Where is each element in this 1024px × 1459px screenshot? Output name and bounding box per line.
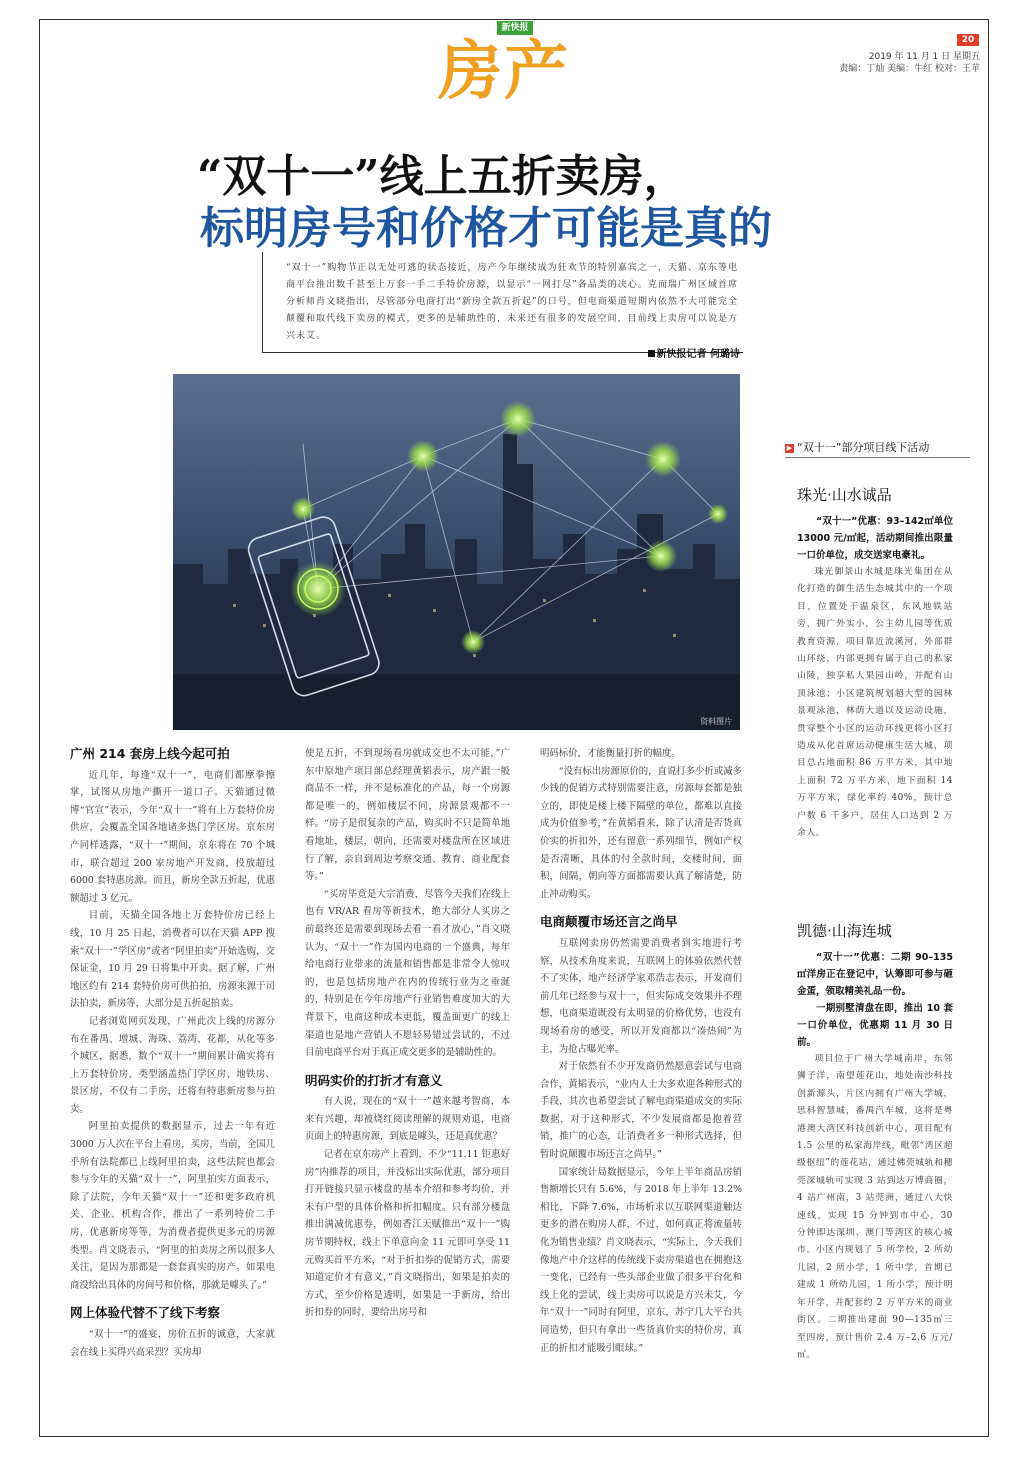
col1-paragraph-2: 目前，天猫全国各地上万套特价房已经上线，10 月 25 日起，消费者可以在天猫 APP 搜索“双十一”学区房”或者“阿里拍卖”开始选购，交保证金，10 月 29 日将集中开卖。据了解，广州地区约有 214 套特价房可供拍拍，房源来源于司法拍卖，新房等，大部分是五折起拍卖。 [70, 910, 275, 1010]
project-kaide-offer-text-1: “双十一”优惠：二期 90–135㎡洋房正在登记中，认筹即可参与砸金蛋，领取精美礼品一份。 [797, 952, 953, 997]
byline-text: 新快报记者 何璐诗 [656, 349, 740, 360]
project-kaide-offer-text-2: 一期别墅清盘在即，推出 10 套一口价单位，优惠期 11 月 30 日前。 [797, 1003, 953, 1048]
col2-paragraph-3: 有人说，现在的“双十一”越来越考智商，本来有兴趣，却被烧红阅读理解的规则劝退，电商页面上的特惠房源，到底是噱头，还是真优惠？ [305, 1096, 510, 1143]
col3-paragraph-4: 对于依然有不少开发商仍然愿意尝试与电商合作，黄韬表示，“业内人士大多欢迎各种形式的手段，其次也希望尝试了解电商渠道成交的实际数据，对于这种形式，不少发展商都是抱着营销，推广的心态，让消费者多一种形式选择，但暂时说颠覆市场还言之尚早。” [540, 1061, 742, 1161]
page-number: 20 [957, 34, 979, 46]
project-zhuguang-name: 珠光·山水诚品 [797, 486, 892, 504]
col3-paragraph-3: 互联网卖房仍然需要消费者到实地进行考察，从技术角度来说，互联网上的体验依然代替不了实体，地产经济学家邓浩志表示，开发商们前几年已经参与双十一，但实际成交效果并不理想，电商渠道既没有太明显的价格优势，也没有现场看房的感受，所以开发商都以“凑热闹”为主，为抢占曝光率。 [540, 937, 742, 1055]
photo-credit: 资料图片 [700, 717, 732, 726]
arrow-right-icon: ▶ [786, 443, 793, 452]
byline-marker-icon [648, 350, 655, 357]
col1-paragraph-3: 记者浏览网页发现，广州此次上线的房源分布在番禺、增城、海珠、荔湾、花都，从化等多个城区，据悉，数个“双十一”期间累计确实将有上万套特价房，类型涵盖热门学区房、地铁房、景区房，不仅有二手房，还将有特惠新房参与拍卖。 [70, 1015, 275, 1115]
subhead-transparent-price: 明码实价的打折才有意义 [305, 1072, 443, 1088]
project-kaide-body-text: 项目位于广州大学城南岸，东邻狮子洋，南望莲花山，地处南沙科技创新源头，片区内拥有广州大学城，思科智慧城，番禺汽车城，这将是粤港澳大湾区科技创新中心，项目配有 1.5 公里的私家海岸线，毗邻“湾区超级枢纽”的莲花站，通过佛莞城轨和穗莞深城轨可实现 3 站到达万博商圈，4 站广州南，3 站莞洲，通过八大快速线，实现 15 分钟到市中心，30 分钟即达深圳、澳门等湾区的核心城市。小区内规划了 5 所学校，2 所幼儿园，2 所小学，1 所中学，首期已建成 1 所幼儿园，1 所小学，预计明年开学，并配套约 2 万平方米的商业街区。二期推出建面 90—135㎡三至四房，预计售价 2.4 万–2.6 万元/㎡。 [797, 1054, 953, 1360]
project-kaide [797, 920, 953, 1364]
city-network-photo [173, 374, 740, 730]
project-zhuguang-offer [797, 513, 953, 564]
project-zhuguang-body-text: 珠光御景山水城是珠光集团在从化打造的御生活生态城其中的一个项目，位置处于温泉区，东风地铁站旁，拥广外实小，公主幼儿园等优质教育资源，项目靠近流溪河，外部群山环绕，内部更拥有属于自己的私家山陵，独享私人果园山岭，并配有山顶泳池；小区建筑规划超大型的园林景观泳池，林荫大道以及运动设施，贯穿整个小区的运动环线更将小区打造成从化首席运动健康生活大城，项目总占地面积 86 万平方米，其中地上面积 72 万平方米，地下面积 14 万平方米，绿化率约 40%，预计总户数 6 千多户，居住人口达到 2 万余人。 [797, 567, 953, 839]
lead-paragraph: “双十一”购物节正以无处可逃的状态接近，房产今年继续成为狂欢节的特别嘉宾之一，天猫、京东等电商平台推出数千甚至上万套一手二手特价房源，以显示“一网打尽”各品类的决心。克而瑞广州区域首席分析师肖文晓指出，尽管部分电商打出“新房全款五折起”的口号，但电商渠道短期内依然不大可能完全颠覆和取代线下卖房的模式，更多的是辅助性的，未来还有很多的发展空间，目前线上卖房可以说是方兴未艾。 [286, 263, 738, 341]
project-kaide-name: 凯德·山海连城 [797, 922, 892, 940]
subhead-guangzhou-214: 广州 214 套房上线今起可拍 [70, 746, 230, 761]
sidebar-title [785, 439, 965, 455]
col3-paragraph-1: 明码标价，才能衡量打折的幅度。 [540, 748, 681, 759]
project-kaide-body [797, 1051, 953, 1364]
sidebar-divider [785, 457, 970, 458]
col1-paragraph-5: “双十一”的盛宴，房价五折的诚意，大家就会在线上买得兴高采烈？买房却 [70, 1329, 275, 1358]
col2-paragraph-1: 使是五折，不到现场看房就成交也不太可能，”广东中原地产项目部总经理黄韬表示，房产跟一般商品不一样，并不是标准化的产品，每一个房源都是唯一的，例如楼层不同，房源景观都不一样。“房子是很复杂的产品，购买时不只是简单地看地址，楼层，朝向，还需要对楼盘所在区域进行了解，亲自到周边考察交通、教育、商业配套等。” [305, 748, 510, 883]
project-kaide-offer [797, 949, 953, 1051]
editors-line: 责编：丁灿 美编：牛红 校对：王苹 [839, 64, 980, 74]
headline-line1: “双十一”线上五折卖房， [197, 151, 688, 202]
project-zhuguang [797, 484, 953, 843]
article-column-3 [540, 745, 742, 1357]
paper-logo-tag: 新快报 [497, 21, 533, 35]
project-zhuguang-body [797, 564, 953, 843]
city-photo-illustration [173, 374, 740, 730]
subhead-offline-inspection: 网上体验代替不了线下考察 [70, 1305, 221, 1321]
article-column-1 [70, 745, 275, 1361]
col2-paragraph-2: “买房毕竟是大宗消费，尽管今天我们在线上也有 VR/AR 看房等新技术，绝大部分人买房之前最终还是需要到现场去看一看才放心，”肖文晓认为，“双十一”作为国内电商的一个盛典，每年给电商行业带来的流量和销售都是非常令人惊叹的，也是包括房地产在内的传统行业为之垂涎的，特别是在今年房地产行业销售难度加大的大背景下，电商这种成本更低，覆盖面更广的线上渠道也是地产营销人不愿轻易错过尝试的，不过目前电商平台对于真正成交更多的是辅助性的。 [305, 888, 510, 1059]
headline-line2: 标明房号和价格才可能是真的 [200, 203, 772, 254]
subhead-too-early: 电商颠覆市场还言之尚早 [540, 914, 678, 930]
col2-paragraph-4: 记者在京东房产上看到，不少“11.11 钜惠好房”内推荐的项目，并没标出实际优惠，部分项目打开链接只显示楼盘的基本介绍和参考均价，并未有户型的具体价格和折扣幅度。只有部分楼盘推出满减优惠券，例如香江天赋推出“双十一”购房节期特权，线上下单意向金 11 元即可享受 11 元购买首平方米，“对于折扣券的促销方式，需要知道定价才有意义，”肖文晓指出，如果是拍卖的方式，至少价格是透明，如果是一手新房，给出折扣券的同时，要给出房号和 [305, 1149, 510, 1319]
col1-paragraph-1: 近几年，每逢“双十一”，电商们都摩拳擦掌，试图从房地产撕开一道口子。天猫通过微博“官宣”表示，今年“双十一”将有上万套特价房供应，会覆盖全国各地诸多热门学区房。京东房产同样透露，“双十一”期间，京东将在 70 个城市，联合超过 200 家房地产开发商，投放超过 6000 套特惠房源。而且，新房全款五折起，优惠额超过 3 亿元。 [70, 769, 275, 904]
issue-date: 2019 年 11 月 1 日 星期五 [868, 52, 980, 62]
sidebar-title-text: “双十一”部分项目线下活动 [797, 441, 930, 454]
col1-paragraph-4: 阿里拍卖提供的数据显示，过去一年有近 3000 万人次在平台上看房，买房，当前，全国几乎所有法院都已上线阿里拍卖，这些法院也都会参与今年的天猫“双十一”，阿里拍实方面表示，除了法院，今年天猫“双十一”还和更多政府机关、企业、机构合作，推出了一系列特价二手房，优惠新房等等，为消费者提供更多元的房源类型。肖文晓表示，“阿里的拍卖房之所以很多人关注，是因为那都是一套套真实的房产。如果电商没给出具体的房间号和价格，那就是噱头了。” [70, 1121, 275, 1291]
col3-paragraph-5: 国家统计局数据显示，今年上半年商品房销售额增长只有 5.6%，与 2018 年上半年 13.2%相比，下降 7.6%，市场析求以互联网渠道触达更多的潜在购房人群，不过，如何真正将流量转化为销售业绩？肖文晓表示，“实际上，今天我们像地产中介这样的传统线下卖房渠道也在拥抱这一变化，已经有一些头部企业做了很多平台化和线上化的尝试，线上卖房可以说是方兴未艾，今年“双十一”同时有阿里，京东，苏宁几大平台共同造势，但只有拿出一些货真价实的特价房，真正的折扣才能吸引眼球。” [540, 1166, 742, 1354]
section-title: 房产 [438, 35, 570, 109]
byline [560, 345, 740, 360]
project-zhuguang-offer-text: “双十一”优惠：93–142㎡单位 13000 元/㎡起，活动期间推出限量一口价单位，成交送家电豪礼。 [797, 516, 953, 561]
col3-paragraph-2: “没有标出房源原价的，直说打多少折或减多少钱的促销方式特别需要注意，房源每套都是独立的，即使是楼上楼下隔壁的单位，都难以直接成为价值参考，”在黄韬看来，除了认清是否货真价实的折扣外，还有留意一系列细节，例如产权是否清晰，具体的付全款时间，交楼时间，面积，间隔，朝向等方面都需要认真了解清楚，防止冲动购买。 [540, 765, 742, 900]
article-column-2 [305, 745, 510, 1322]
